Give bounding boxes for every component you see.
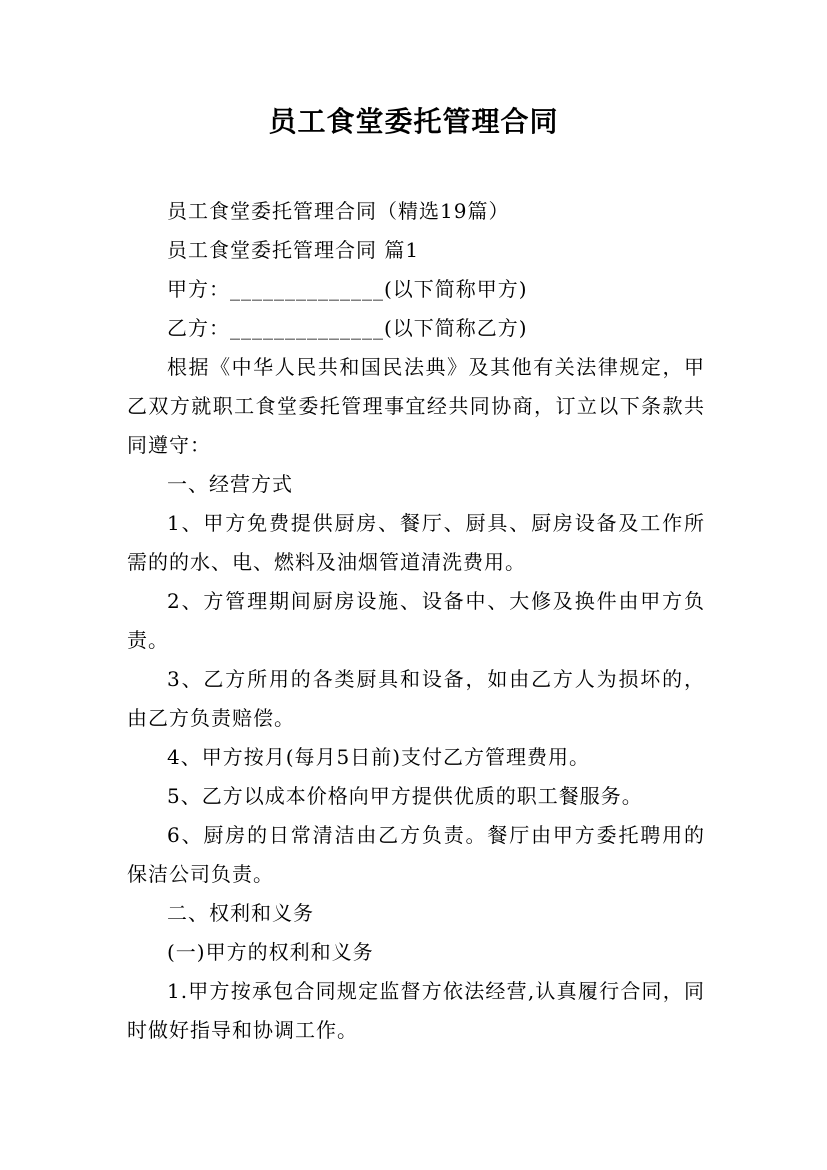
clause-6: 6、厨房的日常清洁由乙方负责。餐厅由甲方委托聘用的保洁公司负责。: [127, 823, 705, 886]
paragraph-section-heading: 员工食堂委托管理合同 篇1: [167, 238, 420, 262]
clause-1: 1、甲方免费提供厨房、餐厅、厨具、厨房设备及工作所需的的水、电、燃料及油烟管道清洗费用。: [127, 511, 705, 574]
clause-3: 3、乙方所用的各类厨具和设备，如由乙方人为损坏的，由乙方负责赔偿。: [127, 667, 705, 730]
clause-5: 5、乙方以成本价格向甲方提供优质的职工餐服务。: [167, 784, 643, 808]
clause-2: 2、方管理期间厨房设施、设备中、大修及换件由甲方负责。: [127, 589, 705, 652]
party-a-clause-1: 1.甲方按承包合同规定监督方依法经营,认真履行合同，同时做好指导和协调工作。: [127, 979, 705, 1042]
clause-4: 4、甲方按月(每月5日前)支付乙方管理费用。: [167, 745, 591, 769]
document-title: 员工食堂委托管理合同: [268, 105, 559, 138]
paragraph-party-b: 乙方：______________(以下简称乙方): [167, 316, 528, 340]
heading-rights-obligations: 二、权利和义务: [167, 901, 314, 925]
document-body: [127, 192, 705, 1050]
paragraph-party-a: 甲方：______________(以下简称甲方): [167, 277, 528, 301]
paragraph-subtitle: 员工食堂委托管理合同（精选19篇）: [167, 199, 510, 223]
subheading-party-a-rights: (一)甲方的权利和义务: [167, 940, 374, 964]
paragraph-preamble: 根据《中华人民共和国民法典》及其他有关法律规定，甲乙双方就职工食堂委托管理事宜经共同协商，订立以下条款共同遵守：: [127, 355, 705, 457]
heading-business-mode: 一、经营方式: [167, 472, 293, 496]
